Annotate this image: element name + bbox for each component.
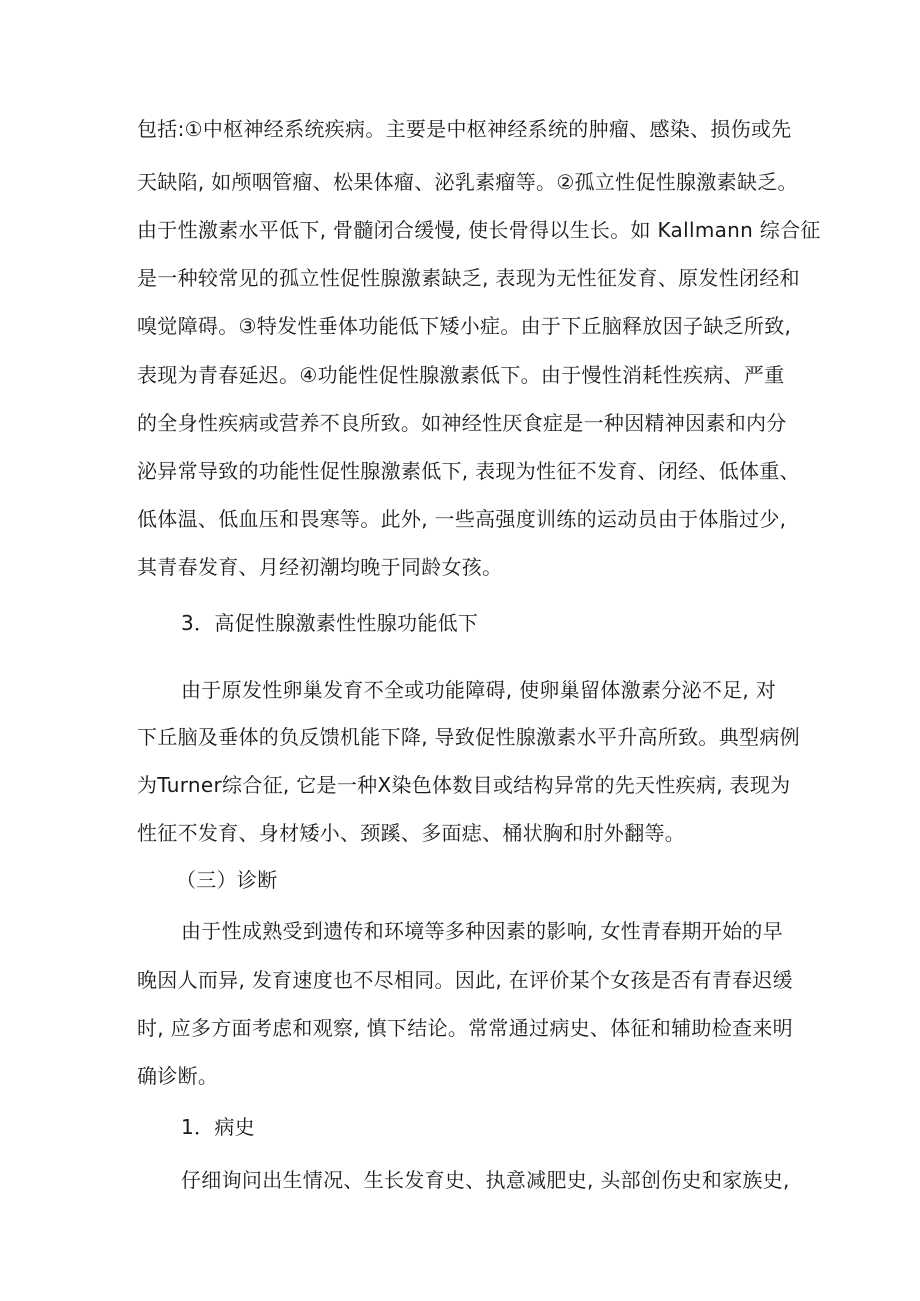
body-text-line: 仔细询问出生情况、生长发育史、执意减肥史, 头部创伤史和家族史, <box>181 1168 790 1192</box>
body-text-line: 是一种较常见的孤立性促性腺激素缺乏, 表现为无性征发育、原发性闭经和 <box>137 266 800 290</box>
body-text-line: 由于原发性卵巢发育不全或功能障碍, 使卵巢留体激素分泌不足, 对 <box>181 678 777 702</box>
section-heading: 3．高促性腺激素性性腺功能低下 <box>181 611 479 635</box>
body-text-line: 晚因人而异, 发育速度也不尽相同。因此, 在评价某个女孩是否有青春迟缓 <box>137 968 793 992</box>
body-text-line: 性征不发育、身材矮小、颈蹊、多面痣、桶状胸和肘外翻等。 <box>137 821 686 845</box>
body-text-line: 包括:①中枢神经系统疾病。主要是中枢神经系统的肿瘤、感染、损伤或先 <box>137 117 792 141</box>
body-text-line: 为Turner综合征, 它是一种X染色体数目或结构异常的先天性疾病, 表现为 <box>137 773 791 797</box>
body-text-line: 由于性激素水平低下, 骨髓闭合缓慢, 使长骨得以生长。如 Kallmann 综合征 <box>137 218 821 242</box>
body-text-line: 嗅觉障碍。③特发性垂体功能低下矮小症。由于下丘脑释放因子缺乏所致, <box>137 314 792 338</box>
section-heading: 1．病史 <box>181 1115 255 1139</box>
section-heading: （三）诊断 <box>176 868 278 892</box>
body-text-line: 的全身性疾病或营养不良所致。如神经性厌食症是一种因精神因素和内分 <box>137 411 787 435</box>
body-text-line: 其青春发育、月经初潮均晚于同龄女孩。 <box>137 555 503 579</box>
body-text-line: 确诊断。 <box>137 1064 219 1088</box>
body-text-line: 下丘脑及垂体的负反馈机能下降, 导致促性腺激素水平升高所致。典型病例 <box>137 725 800 749</box>
body-text-line: 由于性成熟受到遗传和环境等多种因素的影响, 女性青春期开始的早 <box>181 919 784 943</box>
body-text-line: 表现为青春延迟。④功能性促性腺激素低下。由于慢性消耗性疾病、严重 <box>137 363 785 387</box>
body-text-line: 时, 应多方面考虑和观察, 慎下结论。常常通过病史、体征和辅助检查来明 <box>137 1016 793 1040</box>
body-text-line: 天缺陷, 如颅咽管瘤、松果体瘤、泌乳素瘤等。②孤立性促性腺激素缺乏。 <box>137 170 798 194</box>
body-text-line: 泌异常导致的功能性促性腺激素低下, 表现为性征不发育、闭经、低体重、 <box>137 459 800 483</box>
body-text-line: 低体温、低血压和畏寒等。此外, 一些高强度训练的运动员由于体脂过少, <box>137 507 787 531</box>
